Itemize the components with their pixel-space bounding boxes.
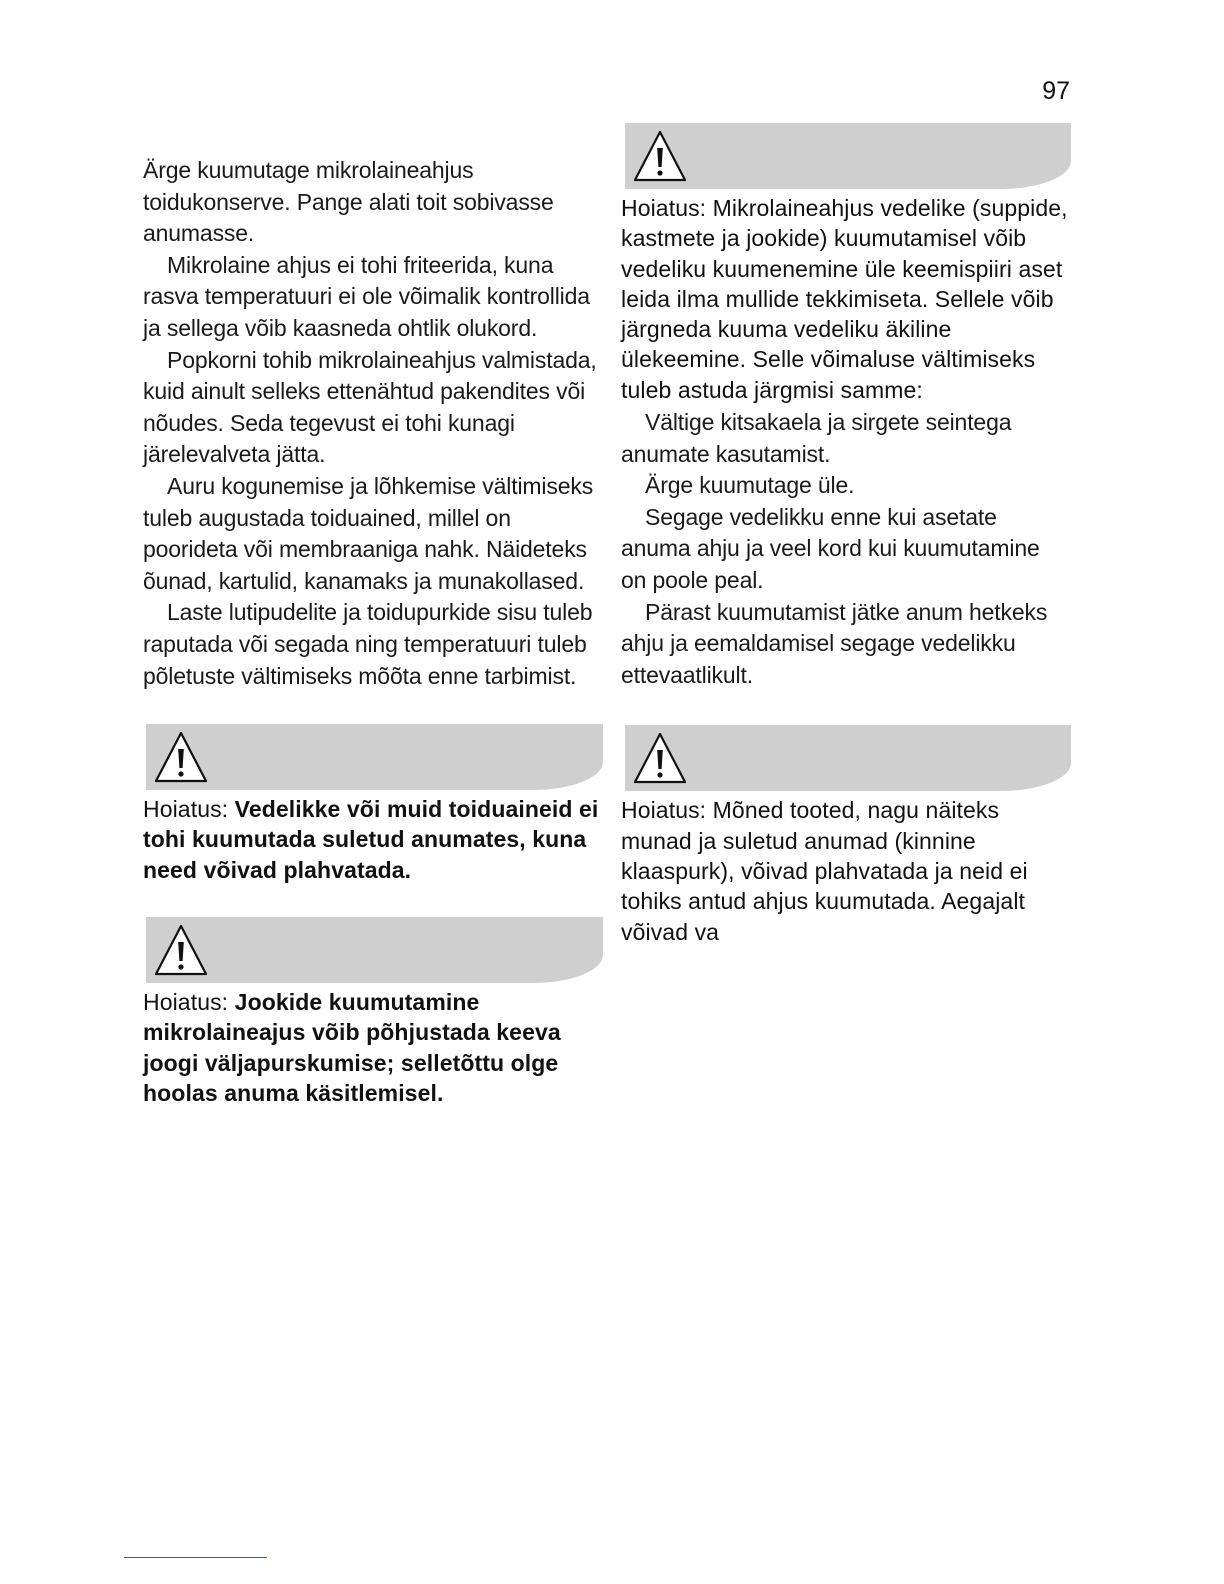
warning-steps	[621, 407, 1071, 691]
warning-banner	[146, 724, 603, 790]
page-number: 97	[1042, 77, 1070, 105]
warning-block	[621, 725, 1071, 946]
warning-banner	[146, 917, 603, 983]
warning-banner	[625, 725, 1071, 791]
paragraph: Laste lutipudelite ja toidupurkide sisu tuleb raputada või segada ning temperatuuri tuleb põletuste vältimiseks mõõta enne tarbimist.	[143, 599, 593, 689]
warning-triangle-icon	[152, 728, 210, 786]
step-item: Pärast kuumutamist jätke anum hetkeks ahju ja eemaldamisel segage vedelikku ettevaatlikult.	[621, 598, 1048, 688]
warning-text	[143, 794, 603, 885]
warning-triangle-icon	[152, 921, 210, 979]
step-item: Ärge kuumutage üle.	[645, 472, 855, 499]
left-column	[143, 155, 603, 1108]
warning-block	[143, 724, 603, 885]
paragraph: Mikrolaine ahjus ei tohi friteerida, kuna rasva temperatuuri ei ole võimalik kontrollida ja sellega võib kaasneda ohtlik olukord.	[143, 251, 590, 341]
right-column	[621, 123, 1071, 947]
body-text	[143, 155, 603, 692]
paragraph: Auru kogunemise ja lõhkemise vältimiseks tuleb augustada toiduained, millel on poorideta või membraaniga nahk. Näideteks õunad, kartulid, kanamaks ja munakollased.	[143, 472, 594, 594]
warning-text	[143, 987, 603, 1108]
paragraph: Popkorni tohib mikrolaineahjus valmistada, kuid ainult selleks ettenähtud pakendites või nõudes. Seda tegevust ei tohi kunagi järelevalveta jätta.	[143, 346, 597, 468]
step-item: Segage vedelikku enne kui asetate anuma ahju ja veel kord kui kuumutamine on poole peal.	[621, 503, 1040, 594]
warning-triangle-icon	[631, 729, 689, 787]
warning-bold-text: Jookide kuumutamine mikrolaineajus võib põhjustada keeva joogi väljapurskumise; selletõttu olge hoolas anuma käsitlemisel.	[143, 988, 561, 1106]
warning-text: Hoiatus: Mikrolaineahjus vedelike (suppide, kastmete ja jookide) kuumutamisel võib vedeliku kuumenemine üle keemispiiri aset leida ilma mullide tekkimiseta. Sellele võib järgneda kuuma vedeliku äkiline ülekeemine. Selle võimaluse vältimiseks tuleb astuda järgmisi samme:	[621, 195, 1068, 403]
warning-prefix: Hoiatus:	[143, 988, 235, 1015]
warning-triangle-icon	[631, 127, 689, 185]
warning-banner	[625, 123, 1071, 189]
warning-block	[621, 123, 1071, 691]
warning-block	[143, 917, 603, 1108]
paragraph: Ärge kuumutage mikrolaineahjus toidukonserve. Pange alati toit sobivasse anumasse.	[143, 157, 554, 247]
warning-bold-text: Vedelikke või muid toiduaineid ei tohi kuumutada suletud anumates, kuna need võivad plahvatada.	[143, 796, 599, 883]
footnote-divider	[124, 1557, 267, 1558]
warning-prefix: Hoiatus:	[143, 796, 235, 823]
step-item: Vältige kitsakaela ja sirgete seintega anumate kasutamist.	[621, 409, 1012, 467]
warning-text: Hoiatus: Mõned tooted, nagu näiteks munad ja suletud anumad (kinnine klaaspurk), võivad plahvatada ja neid ei tohiks antud ahjus kuumutada. Aegajalt võivad va	[621, 797, 1028, 945]
